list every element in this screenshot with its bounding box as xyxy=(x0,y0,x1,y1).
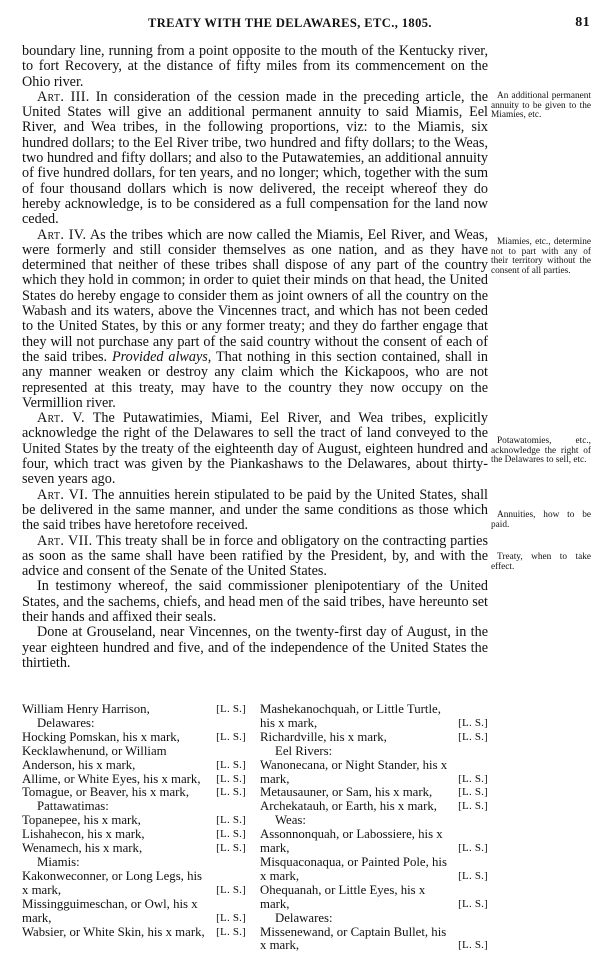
signatory-row xyxy=(22,898,246,926)
seal-mark: [L. S.] xyxy=(216,703,246,717)
signatory-name: Misquaconaqua, or Painted Pole, his x mark, xyxy=(260,856,488,884)
tribe-heading xyxy=(22,800,246,814)
signatory-row xyxy=(22,926,246,940)
signatory-row xyxy=(22,814,246,828)
signatory-row xyxy=(22,703,246,717)
seal-mark: [L. S.] xyxy=(458,731,488,745)
article-7-text: This treaty shall be in force and obligatory on the contracting parties as soon as the same shall have been ratified by the President, by, and with the advice and consent of the Senate of the United States. xyxy=(22,533,488,580)
signatory-name: Archekatauh, or Earth, his x mark, xyxy=(260,800,488,814)
seal-mark: [L. S.] xyxy=(216,786,246,800)
signatory-name: Mashekanochquah, or Little Turtle, his x mark, xyxy=(260,703,488,731)
article-4-text: As the tribes which are now called the Miamis, Eel River, and Weas, were formerly and still consider themselves as one nation, and as they have determined that neither of these tribes shall dispose of any part of the country which they hold in common; in order to quiet their minds on that head, the United States do hereby engage to consider them as joint owners of all the country on the Wabash and its waters, above the Vincennes tract, and which has not been ceded to the United States, by this or any former treaty; and they do farther engage that they will not purchase any part of the said country without the consent of each of the said tribes. xyxy=(22,227,488,365)
signatory-name: Assonnonquah, or Labossiere, his x mark, xyxy=(260,828,488,856)
article-5 xyxy=(22,411,488,487)
signatory-name: Missenewand, or Captain Bullet, his x mark, xyxy=(260,926,488,953)
signatory-name: Richardville, his x mark, xyxy=(260,731,488,745)
seal-mark: [L. S.] xyxy=(216,773,246,787)
seal-mark: [L. S.] xyxy=(458,786,488,800)
seal-mark: [L. S.] xyxy=(458,870,488,884)
seal-mark: [L. S.] xyxy=(458,773,488,787)
signatory-row xyxy=(260,884,488,912)
article-4 xyxy=(22,228,488,412)
signatory-row xyxy=(260,786,488,800)
seal-mark: [L. S.] xyxy=(216,912,246,926)
seal-mark: [L. S.] xyxy=(458,717,488,731)
seal-mark: [L. S.] xyxy=(458,800,488,814)
seal-mark: [L. S.] xyxy=(216,759,246,773)
article-3-label: Art. III. xyxy=(37,89,90,105)
seal-mark: [L. S.] xyxy=(216,842,246,856)
article-6 xyxy=(22,488,488,534)
signatory-row xyxy=(260,759,488,787)
seal-mark: [L. S.] xyxy=(216,926,246,940)
seal-mark: [L. S.] xyxy=(216,731,246,745)
tribe-heading xyxy=(260,745,488,759)
running-header xyxy=(22,16,590,36)
tribe-name: Miamis: xyxy=(22,856,246,870)
page-number: 81 xyxy=(575,15,590,31)
signatory-row xyxy=(260,828,488,856)
article-6-label: Art. VI. xyxy=(37,487,88,503)
tribe-name: Weas: xyxy=(260,814,488,828)
signatory-row xyxy=(260,703,488,731)
signatory-name: William Henry Harrison, xyxy=(22,703,246,717)
margin-note-article-6: Annuities, how to be paid. xyxy=(491,511,591,530)
article-4-proviso: Provided always, xyxy=(112,349,211,365)
signatory-row xyxy=(260,856,488,884)
tribe-name: Delawares: xyxy=(22,717,246,731)
signatory-row xyxy=(22,870,246,898)
signatory-row xyxy=(22,828,246,842)
tribe-heading xyxy=(22,717,246,731)
intro-paragraph: boundary line, running from a point opposite to the mouth of the Kentucky river, to fort Recovery, at the distance of fifty miles from its commencement on the Ohio river. xyxy=(22,44,488,90)
tribe-heading xyxy=(22,856,246,870)
signatory-name: Allime, or White Eyes, his x mark, xyxy=(22,773,246,787)
tribe-name: Pattawatimas: xyxy=(22,800,246,814)
header-title: TREATY WITH THE DELAWARES, ETC., 1805. xyxy=(148,16,432,31)
seal-mark: [L. S.] xyxy=(216,814,246,828)
signatory-name: Missingguimeschan, or Owl, his x mark, xyxy=(22,898,246,926)
signatory-row xyxy=(260,926,488,953)
seal-mark: [L. S.] xyxy=(458,898,488,912)
signatory-name: Topanepee, his x mark, xyxy=(22,814,246,828)
treaty-body xyxy=(22,44,488,671)
signatory-name: Tomague, or Beaver, his x mark, xyxy=(22,786,246,800)
seal-mark: [L. S.] xyxy=(216,884,246,898)
signatory-row xyxy=(22,786,246,800)
article-3-text: In consideration of the cession made in the preceding article, the United States will give an additional permanent annuity to said Miamis, Eel River, and Wea tribes, in the following proportions, viz: to the Miamis, six hundred dollars; to the Eel River tribe, two hundred and fifty dollars; to the Weas, two hundred and fifty dollars; and also to the Putawatemies, an additional annuity of five hundred dollars, for ten years, and no longer; which, together with the sum of four thousand dollars which is now delivered, the receipt whereof they do hereby acknowledge, is to be considered as a full compensation for the land now ceded. xyxy=(22,89,488,227)
seal-mark: [L. S.] xyxy=(458,939,488,953)
signatory-name: Wabsier, or White Skin, his x mark, xyxy=(22,926,246,940)
margin-note-article-4: Miamies, etc., determine not to part with any of their territory without the consent of all parties. xyxy=(491,238,591,276)
signatory-row xyxy=(22,745,246,773)
article-7 xyxy=(22,534,488,580)
article-5-text: The Putawatimies, Miami, Eel River, and Wea tribes, explicitly acknowledge the right of the Delawares to sell the tract of land conveyed to the United States by the treaty of the eighteenth day of August, eighteen hundred and four, which tract was given by the Piankashaws to the Delawares, about thirty-seven years ago. xyxy=(22,410,488,487)
signatory-name: Wanonecana, or Night Stander, his x mark, xyxy=(260,759,488,787)
signatory-row xyxy=(22,842,246,856)
signatory-row xyxy=(260,800,488,814)
tribe-name: Eel Rivers: xyxy=(260,745,488,759)
tribe-name: Delawares: xyxy=(260,912,488,926)
signatory-name: Kakonweconner, or Long Legs, his x mark, xyxy=(22,870,246,898)
tribe-heading xyxy=(260,814,488,828)
margin-note-article-5: Potawatomies, etc., acknowledge the right of the Delawares to sell, etc. xyxy=(491,437,591,466)
signatory-name: Wenamech, his x mark, xyxy=(22,842,246,856)
signatory-name: Metausauner, or Sam, his x mark, xyxy=(260,786,488,800)
signatory-row xyxy=(260,731,488,745)
signatures-right-column xyxy=(260,703,488,953)
signatory-name: Lishahecon, his x mark, xyxy=(22,828,246,842)
article-4-label: Art. IV. xyxy=(37,227,86,243)
article-5-label: Art. V. xyxy=(37,410,85,426)
signatory-name: Kecklawhenund, or William Anderson, his x mark, xyxy=(22,745,246,773)
article-4-text-continued: That nothing in this section contained, shall in any manner weaken or destroy any claim which the Kickapoos, who are not represented at this treaty, may have to the country they now occupy on the Vermillion river. xyxy=(22,349,488,411)
margin-note-article-7: Treaty, when to take effect. xyxy=(491,553,591,572)
testimony-paragraph: In testimony whereof, the said commissioner plenipotentiary of the United States, and the sachems, chiefs, and head men of the said tribes, have hereunto set their hands and affixed their seals. xyxy=(22,579,488,625)
signatory-row xyxy=(22,731,246,745)
signatory-row xyxy=(22,773,246,787)
tribe-heading xyxy=(260,912,488,926)
article-3 xyxy=(22,90,488,228)
article-6-text: The annuities herein stipulated to be paid by the United States, shall be delivered in the same manner, and under the same conditions as those which the said tribes have heretofore received. xyxy=(22,487,488,534)
seal-mark: [L. S.] xyxy=(458,842,488,856)
margin-note-article-3: An additional permanent annuity to be given to the Miamies, etc. xyxy=(491,92,591,121)
signatures-left-column xyxy=(22,703,246,939)
signatory-name: Hocking Pomskan, his x mark, xyxy=(22,731,246,745)
signatory-name: Ohequanah, or Little Eyes, his x mark, xyxy=(260,884,488,912)
done-paragraph: Done at Grouseland, near Vincennes, on the twenty-first day of August, in the year eighteen hundred and five, and of the independence of the United States the thirtieth. xyxy=(22,625,488,671)
seal-mark: [L. S.] xyxy=(216,828,246,842)
article-7-label: Art. VII. xyxy=(37,533,92,549)
